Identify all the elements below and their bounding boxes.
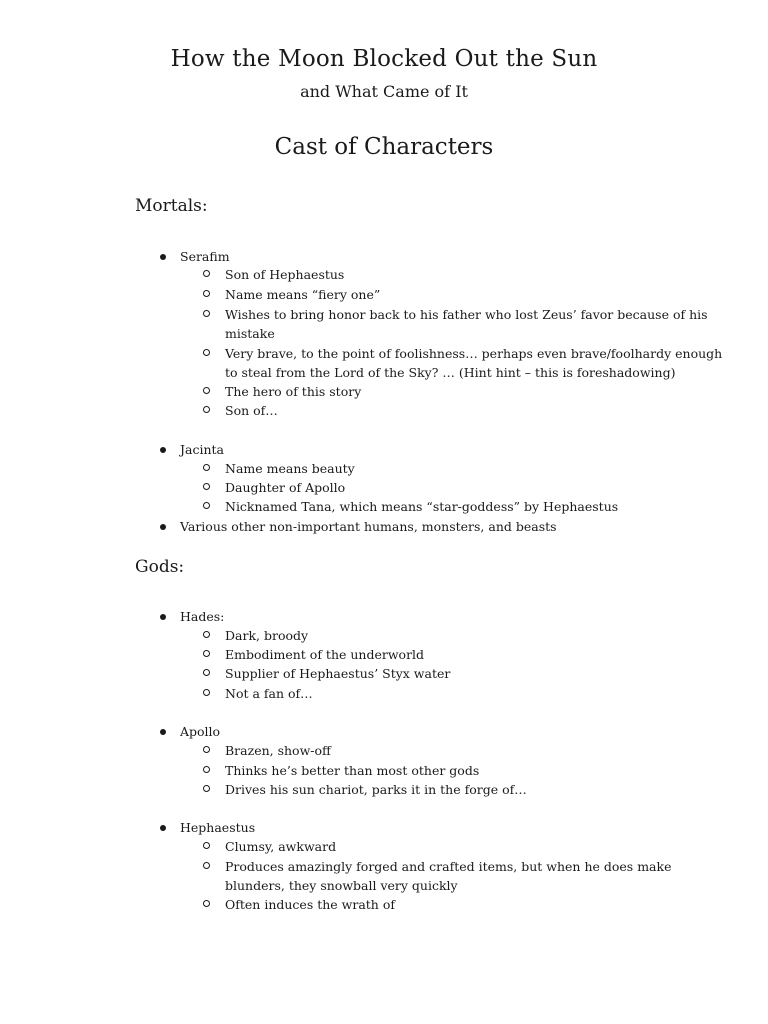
bullet-circle bbox=[203, 746, 210, 753]
bullet-dot bbox=[160, 254, 166, 260]
bullet-circle bbox=[203, 349, 210, 356]
hades-point: Dark, broody bbox=[225, 628, 309, 643]
jacinta-point: Nicknamed Tana, which means “star-goddess” by Hephaestus bbox=[225, 499, 619, 514]
bullet-circle bbox=[203, 900, 210, 907]
bullet-dot bbox=[160, 524, 166, 530]
bullet-circle bbox=[203, 669, 210, 676]
bullet-circle bbox=[203, 766, 210, 773]
serafim-point: Son of Hephaestus bbox=[225, 267, 345, 282]
mortals-heading: Mortals: bbox=[135, 196, 208, 216]
jacinta-point: Daughter of Apollo bbox=[225, 480, 346, 495]
character-jacinta: Jacinta bbox=[180, 442, 224, 457]
bullet-dot bbox=[160, 825, 166, 831]
hephaestus-point: Often induces the wrath of bbox=[225, 897, 395, 912]
serafim-point: The hero of this story bbox=[225, 384, 362, 399]
document-title: How the Moon Blocked Out the Sun bbox=[170, 46, 598, 72]
bullet-dot bbox=[160, 447, 166, 453]
hades-point: Embodiment of the underworld bbox=[225, 647, 425, 662]
apollo-point: Thinks he’s better than most other gods bbox=[225, 763, 480, 778]
jacinta-point: Name means beauty bbox=[225, 461, 355, 476]
serafim-point: Name means “fiery one” bbox=[225, 287, 381, 302]
hephaestus-point-continued: blunders, they snowball very quickly bbox=[225, 878, 458, 893]
character-serafim: Serafim bbox=[180, 249, 230, 264]
hephaestus-point: Clumsy, awkward bbox=[225, 839, 337, 854]
bullet-circle bbox=[203, 310, 210, 317]
bullet-circle bbox=[203, 862, 210, 869]
bullet-circle bbox=[203, 290, 210, 297]
bullet-circle bbox=[203, 387, 210, 394]
hades-point: Not a fan of… bbox=[225, 686, 313, 701]
gods-heading: Gods: bbox=[135, 557, 185, 577]
apollo-point: Brazen, show-off bbox=[225, 743, 331, 758]
bullet-circle bbox=[203, 464, 210, 471]
bullet-circle bbox=[203, 631, 210, 638]
document-subtitle: and What Came of It bbox=[300, 82, 468, 101]
serafim-point-continued: mistake bbox=[225, 326, 275, 341]
bullet-circle bbox=[203, 406, 210, 413]
serafim-point: Very brave, to the point of foolishness… perhaps even brave/foolhardy enough bbox=[225, 346, 723, 361]
cast-heading: Cast of Characters bbox=[274, 134, 494, 160]
bullet-circle bbox=[203, 650, 210, 657]
bullet-circle bbox=[203, 689, 210, 696]
character-apollo: Apollo bbox=[180, 724, 221, 739]
apollo-point: Drives his sun chariot, parks it in the forge of… bbox=[225, 782, 527, 797]
other-mortals: Various other non-important humans, monsters, and beasts bbox=[180, 519, 557, 534]
bullet-dot bbox=[160, 729, 166, 735]
character-hades: Hades: bbox=[180, 609, 225, 624]
hades-point: Supplier of Hephaestus’ Styx water bbox=[225, 666, 451, 681]
bullet-circle bbox=[203, 785, 210, 792]
bullet-circle bbox=[203, 270, 210, 277]
bullet-circle bbox=[203, 842, 210, 849]
serafim-point: Son of… bbox=[225, 403, 278, 418]
bullet-circle bbox=[203, 502, 210, 509]
bullet-dot bbox=[160, 614, 166, 620]
serafim-point: Wishes to bring honor back to his father who lost Zeus’ favor because of his bbox=[225, 307, 708, 322]
hephaestus-point: Produces amazingly forged and crafted items, but when he does make bbox=[225, 859, 672, 874]
character-hephaestus: Hephaestus bbox=[180, 820, 256, 835]
serafim-point-continued: to steal from the Lord of the Sky? … (Hint hint – this is foreshadowing) bbox=[225, 365, 676, 380]
bullet-circle bbox=[203, 483, 210, 490]
